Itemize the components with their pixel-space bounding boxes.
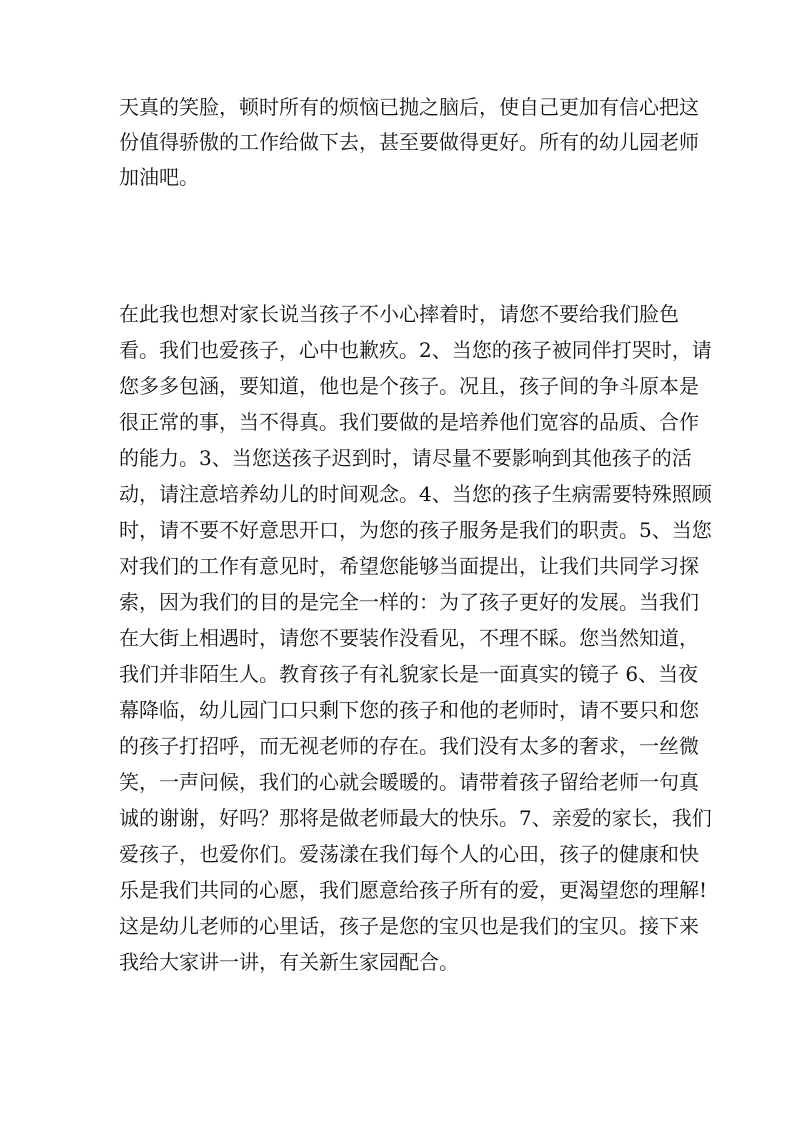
text-line: 笑，一声问候，我们的心就会暖暖的。请带着孩子留给老师一句真 — [119, 770, 699, 794]
text-line: 的孩子打招呼，而无视老师的存在。我们没有太多的奢求，一丝微 — [119, 734, 699, 758]
text-line: 我给大家讲一讲，有关新生家园配合。 — [119, 950, 459, 974]
paragraph-closing-encouragement — [119, 90, 699, 195]
text-line: 幕降临，幼儿园门口只剩下您的孩子和他的老师时，请不要只和您 — [119, 698, 699, 722]
text-line: 这是幼儿老师的心里话，孩子是您的宝贝也是我们的宝贝。接下来 — [119, 914, 699, 938]
text-line: 时，请不要不好意思开口，为您的孩子服务是我们的职责。5、当您 — [119, 518, 712, 542]
text-line: 在大街上相遇时，请您不要装作没看见，不理不睬。您当然知道， — [119, 626, 699, 650]
text-line: 看。我们也爱孩子，心中也歉疚。2、当您的孩子被同伴打哭时，请 — [119, 338, 712, 362]
text-line: 份值得骄傲的工作给做下去，甚至要做得更好。所有的幼儿园老师 — [119, 130, 699, 154]
text-line: 我们并非陌生人。教育孩子有礼貌家长是一面真实的镜子 6、当夜 — [119, 662, 699, 686]
text-line: 很正常的事，当不得真。我们要做的是培养他们宽容的品质、合作 — [119, 410, 699, 434]
text-line: 爱孩子，也爱你们。爱荡漾在我们每个人的心田，孩子的健康和快 — [119, 842, 699, 866]
text-line: 加油吧。 — [119, 165, 199, 189]
paragraph-message-to-parents — [119, 296, 712, 980]
text-line: 在此我也想对家长说当孩子不小心摔着时，请您不要给我们脸色 — [119, 302, 679, 326]
text-line: 天真的笑脸，顿时所有的烦恼已抛之脑后，使自己更加有信心把这 — [119, 95, 699, 119]
text-line: 索，因为我们的目的是完全一样的：为了孩子更好的发展。当我们 — [119, 590, 699, 614]
text-line: 的能力。3、当您送孩子迟到时，请尽量不要影响到其他孩子的活 — [119, 446, 692, 470]
text-line: 动，请注意培养幼儿的时间观念。4、当您的孩子生病需要特殊照顾 — [119, 482, 712, 506]
text-line: 对我们的工作有意见时，希望您能够当面提出，让我们共同学习探 — [119, 554, 699, 578]
text-line: 诚的谢谢，好吗？那将是做老师最大的快乐。7、亲爱的家长，我们 — [119, 806, 712, 830]
text-line: 乐是我们共同的心愿，我们愿意给孩子所有的爱，更渴望您的理解! — [119, 878, 708, 902]
text-line: 您多多包涵，要知道，他也是个孩子。况且，孩子间的争斗原本是 — [119, 374, 699, 398]
